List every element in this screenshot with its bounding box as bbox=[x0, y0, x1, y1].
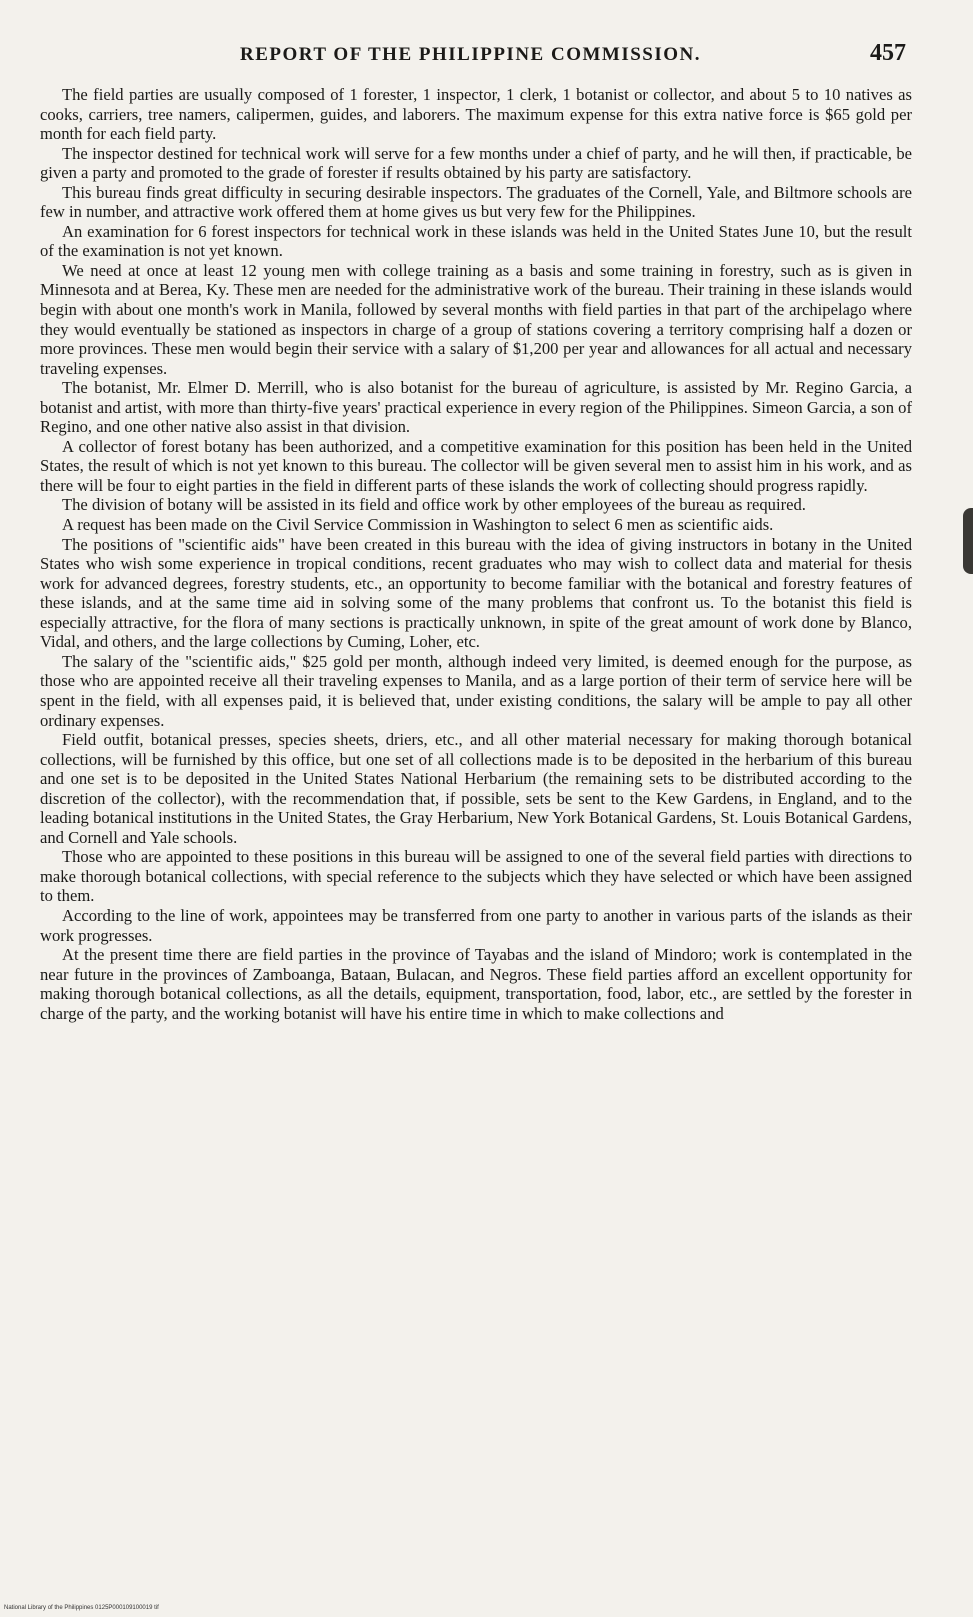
paragraph: The botanist, Mr. Elmer D. Merrill, who is also botanist for the bureau of agriculture, is assisted by Mr. Regino Garcia, a botanist and artist, with more than thirty-five years' practical experience in every region of the Philippines. Simeon Garcia, a son of Regino, and one other native also assist in that division. bbox=[40, 378, 912, 437]
paragraph: According to the line of work, appointees may be transferred from one party to another in various parts of the islands as their work progresses. bbox=[40, 905, 912, 945]
paragraph: The division of botany will be assisted in its field and office work by other employees of the bureau as required. bbox=[62, 495, 806, 515]
page-number: 457 bbox=[870, 40, 906, 66]
paragraph: The field parties are usually composed of 1 forester, 1 inspector, 1 clerk, 1 botanist or collector, and about 5 to 10 natives as cooks, carriers, tree namers, calipermen, guides, and laborers. The maximum expense for this extra native force is $65 gold per month for each field party. bbox=[40, 85, 912, 144]
paragraph: The salary of the "scientific aids," $25 gold per month, although indeed very limited, is deemed enough for the purpose, as those who are appointed receive all their traveling expenses to Manila, and as a large portion of their term of service here will be spent in the field, with all expenses paid, it is believed that, under existing conditions, the salary will be ample to pay all other ordinary expenses. bbox=[40, 651, 912, 730]
page-edge-mark bbox=[963, 508, 973, 574]
paragraph: A request has been made on the Civil Service Commission in Washington to select 6 men as scientific aids. bbox=[62, 515, 774, 535]
paragraph: This bureau finds great difficulty in securing desirable inspectors. The graduates of the Cornell, Yale, and Biltmore schools are few in number, and attractive work offered them at home gives us but very few for the Philippines. bbox=[40, 182, 912, 222]
running-head: REPORT OF THE PHILIPPINE COMMISSION. bbox=[240, 44, 702, 65]
body-text bbox=[40, 85, 912, 1023]
paragraph: The inspector destined for technical work will serve for a few months under a chief of party, and he will then, if practicable, be given a party and promoted to the grade of forester if results obtained by his party are satisfactory. bbox=[40, 143, 912, 183]
page-header bbox=[40, 40, 912, 67]
paragraph: An examination for 6 forest inspectors for technical work in these islands was held in the United States June 10, but the result of the examination is not yet known. bbox=[40, 221, 912, 261]
paragraph: A collector of forest botany has been authorized, and a competitive examination for this position has been held in the United States, the result of which is not yet known to this bureau. The collector will be given several men to assist him in his work, and as there will be four to eight parties in the field in different parts of these islands the work of collecting should progress rapidly. bbox=[40, 436, 912, 495]
paragraph: Field outfit, botanical presses, species sheets, driers, etc., and all other material necessary for making thorough botanical collections, will be furnished by this office, but one set of all collections made is to be deposited in the herbarium of this bureau and one set is to be deposited in the United States National Herbarium (the remaining sets to be distributed according to the discretion of the collector), with the recommendation that, if possible, sets be sent to the Kew Gardens, in England, and to the leading botanical institutions in the United States, the Gray Herbarium, New York Botanical Gardens, St. Louis Botanical Gardens, and Cornell and Yale schools. bbox=[40, 730, 912, 847]
scan-credit: National Library of the Philippines 0125P000109100019 tif bbox=[4, 1605, 159, 1611]
document-page bbox=[40, 40, 912, 1580]
paragraph: At the present time there are field parties in the province of Tayabas and the island of Mindoro; work is contemplated in the near future in the provinces of Zamboanga, Bataan, Bulacan, and Negros. These field parties afford an excellent opportunity for making thorough botanical collections, as all the details, equipment, transportation, food, labor, etc., are settled by the forester in charge of the party, and the working botanist will have his entire time in which to make collections and bbox=[40, 945, 912, 1023]
paragraph: We need at once at least 12 young men with college training as a basis and some training in forestry, such as is given in Minnesota and at Berea, Ky. These men are needed for the administrative work of the bureau. Their training in these islands would begin with about one month's work in Manila, followed by several months with field parties in that part of the archipelago where they would eventually be stationed as inspectors in charge of a group of stations covering a territory comprising half a dozen or more provinces. These men would begin their service with a salary of $1,200 per year and allowances for all actual and necessary traveling expenses. bbox=[40, 260, 912, 378]
paragraph: Those who are appointed to these positions in this bureau will be assigned to one of the several field parties with directions to make thorough botanical collections, with special reference to the subjects which they have selected or which have been assigned to them. bbox=[40, 847, 912, 906]
paragraph: The positions of "scientific aids" have been created in this bureau with the idea of giving instructors in botany in the United States who wish some experience in tropical conditions, recent graduates who may wish to collect data and material for thesis work for advanced degrees, forestry students, etc., an opportunity to become familiar with the botanical and forestry features of these islands, and at the same time aid in solving some of the many problems that confront us. To the botanist this field is especially attractive, for the flora of many sections is practically unknown, in spite of the great amount of work done by Blanco, Vidal, and others, and the large collections by Cuming, Loher, etc. bbox=[40, 534, 912, 652]
